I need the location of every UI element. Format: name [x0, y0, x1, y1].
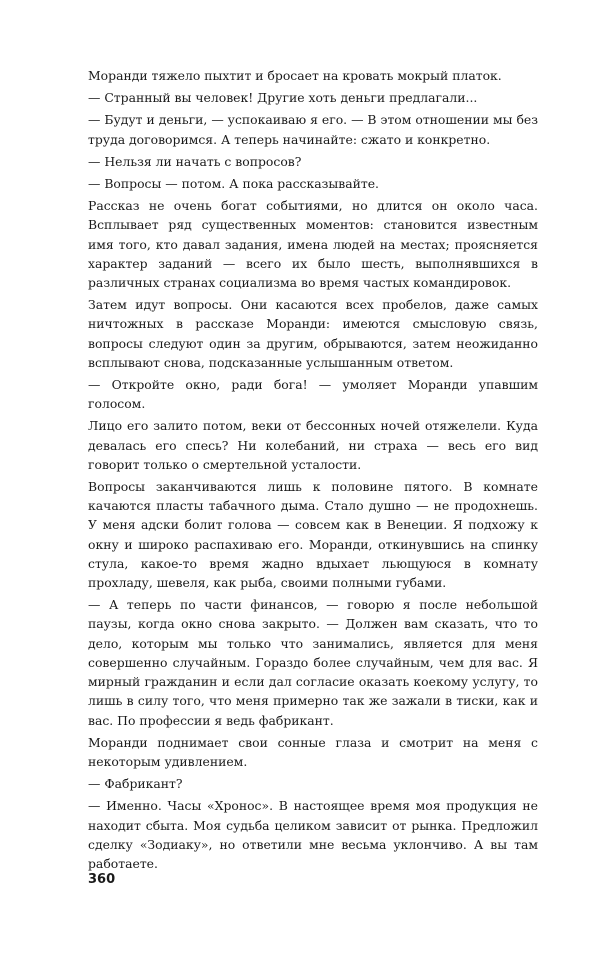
paragraph: — Вопросы — потом. А пока рассказывайте. [88, 176, 379, 192]
paragraph: — Будут и деньги, — успокаиваю я его. — В этом отношении мы без труда договоримся. А теперь начинайте: сжато и конкретно. [88, 112, 538, 147]
paragraph: Моранди поднимает свои сонные глаза и смотрит на меня с некоторым удивлением. [88, 734, 538, 769]
paragraph: Моранди тяжело пыхтит и бросает на кровать мокрый платок. [88, 68, 502, 83]
paragraph: — Странный вы человек! Другие хоть деньги предлагали... [88, 90, 478, 106]
paragraph: Лицо его залито потом, веки от бессонных ночей отяжелели. Куда девалась его спесь? Ни колебаний, ни страха — весь его вид говорит только о смертельной усталости. [88, 418, 538, 472]
paragraph: — Откройте окно, ради бога! — умоляет Моранди упавшим голосом. [88, 377, 538, 412]
paragraph: Рассказ не очень богат событиями, но длится он около часа. Всплывает ряд существенных моментов: становится известным имя того, кто давал задания, имена людей на местах; проясняется характер заданий — всего их было шесть, выполнявшихся в различных странах социализма во время частых командировок. [88, 198, 538, 291]
paragraph: — Именно. Часы «Хронос». В настоящее время моя продукция не находит сбыта. Моя судьба целиком зависит от рынка. Предложил сделку «Зодиаку», но ответили мне весьма уклончиво. А вы там работаете. [88, 798, 538, 871]
paragraph: Затем идут вопросы. Они касаются всех пробелов, даже самых ничтожных в рассказе Моранди: имеются смысловую связь, вопросы следуют один за другим, обрываются, затем неожиданно всплывают снова, подсказанные услышанным ответом. [88, 297, 538, 370]
paragraph: Вопросы заканчиваются лишь к половине пятого. В комнате качаются пласты табачного дыма. Стало душно — не продохнешь. У меня адски болит голова — совсем как в Венеции. Я подхожу к окну и широко распахиваю его. Моранди, откинувшись на спинку стула, какое-то время жадно вдыхает льющуюся в комнату прохладу, шевеля, как рыба, своими полными губами. [88, 479, 538, 591]
page-number: 360 [88, 872, 116, 887]
paragraph: — А теперь по части финансов, — говорю я после небольшой паузы, когда окно снова закрыто. — Должен вам сказать, что то дело, которым мы только что занимались, является для меня совершенно случайным. Гораздо более случайным, чем для вас. Я мирный гражданин и если дал согласие оказать коекому услугу, то лишь в силу того, что меня примерно так же зажали в тиски, как и вас. По профессии я ведь фабрикант. [88, 597, 538, 728]
page-text [88, 66, 538, 876]
paragraph: — Фабрикант? [88, 776, 183, 792]
paragraph: — Нельзя ли начать с вопросов? [88, 153, 302, 169]
